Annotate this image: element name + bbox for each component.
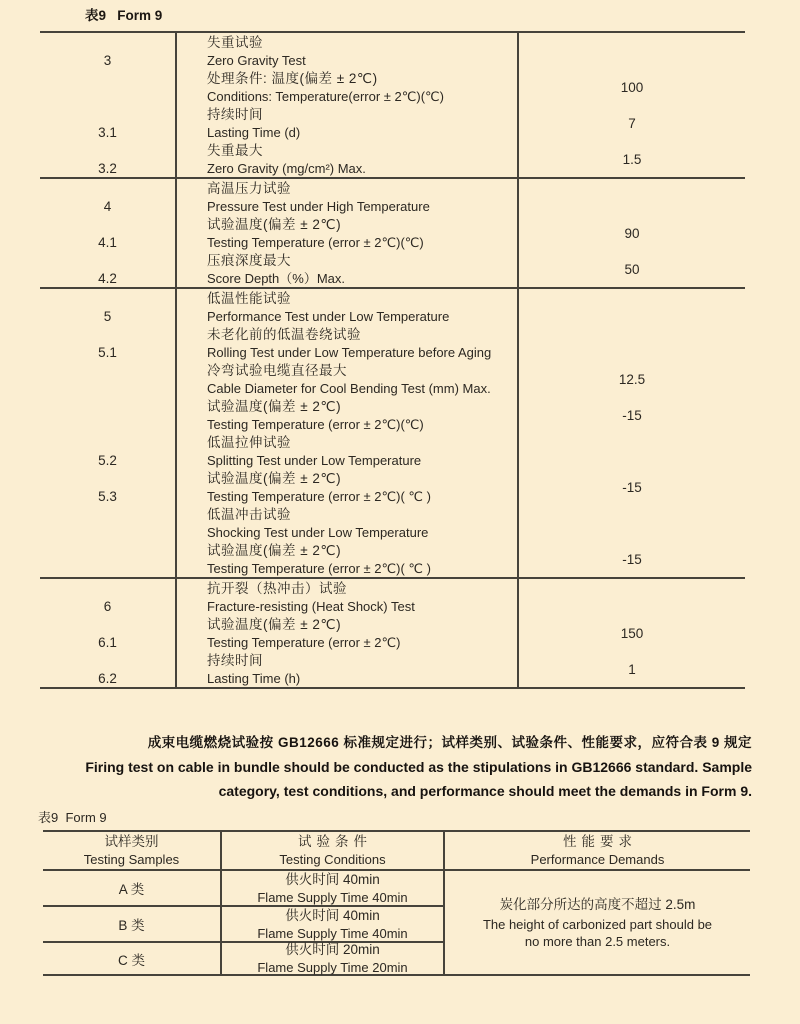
condition-zh: 供火时间 20min (285, 942, 380, 957)
spec-row (40, 433, 745, 469)
note-line-zh: 成束电缆燃烧试验按 GB12666 标准规定进行；试样类别、试验条件、性能要求，应符合表 9 规定 (147, 735, 752, 750)
description-zh: 冷弯试验电缆直径最大 (207, 362, 347, 378)
spec-row (40, 651, 745, 687)
description-en: Performance Test under Low Temperature (207, 308, 450, 324)
row-number: 6.2 (98, 671, 117, 686)
spec-row (40, 179, 745, 215)
document-page (0, 4, 800, 976)
header-testing-conditions (220, 832, 443, 869)
description-en: Testing Temperature (error ± 2℃)(℃) (207, 234, 424, 250)
sample-cell-a (43, 869, 220, 905)
spec-row (40, 251, 745, 287)
row-value (517, 579, 745, 615)
description-en: Lasting Time (h) (207, 670, 301, 686)
row-description (175, 69, 517, 105)
description-en: Fracture-resisting (Heat Shock) Test (207, 598, 415, 614)
row-number: 3.2 (98, 161, 117, 176)
description-zh: 试验温度(偏差 ± 2℃) (207, 542, 342, 558)
description-zh: 低温拉伸试验 (207, 434, 291, 450)
row-number: 3.1 (98, 125, 117, 140)
description-en: Zero Gravity (mg/cm²) Max. (207, 160, 366, 176)
row-value: 12.5 (517, 361, 745, 397)
test-spec-table (40, 31, 745, 689)
row-number: 6.1 (98, 635, 117, 650)
row-value: 7 (517, 105, 745, 141)
condition-cell-b (220, 905, 443, 941)
row-number (40, 361, 175, 397)
firing-test-table (43, 830, 750, 976)
row-description (175, 397, 517, 433)
row-number: 3 (103, 53, 112, 68)
row-value: 100 (517, 69, 745, 105)
description-zh: 试验温度(偏差 ± 2℃) (207, 398, 342, 414)
description-en: Testing Temperature (error ± 2℃)( ℃ ) (207, 560, 431, 576)
description-zh: 处理条件: 温度(偏差 ± 2℃) (207, 70, 378, 86)
description-en: Cable Diameter for Cool Bending Test (mm) Max. (207, 380, 491, 396)
table-section-4 (40, 177, 745, 287)
top-table-caption: 表9 Form 9 (85, 8, 163, 23)
header-en: Performance Demands (530, 852, 665, 867)
row-description (175, 251, 517, 287)
sample-label: C 类 (118, 952, 145, 968)
row-value: 150 (517, 615, 745, 651)
condition-zh: 供火时间 40min (285, 907, 380, 923)
spec-row (40, 325, 745, 361)
row-description (175, 105, 517, 141)
row-description (175, 33, 517, 69)
demand-zh: 炭化部分所达的高度不超过 2.5m (499, 896, 696, 912)
table-section-6 (40, 577, 745, 687)
row-description (175, 361, 517, 397)
row-description (175, 505, 517, 541)
performance-demand-cell (443, 869, 750, 974)
header-performance-demands (443, 832, 750, 869)
description-en: Shocking Test under Low Temperature (207, 524, 429, 540)
row-description (175, 651, 517, 687)
spec-row (40, 289, 745, 325)
condition-zh: 供火时间 40min (285, 871, 380, 887)
description-zh: 试验温度(偏差 ± 2℃) (207, 616, 342, 632)
row-description (175, 433, 517, 469)
description-en: Score Depth（%）Max. (207, 270, 345, 286)
sample-cell-c (43, 941, 220, 974)
row-number: 4.1 (98, 235, 117, 250)
row-number (40, 69, 175, 105)
description-en: Testing Temperature (error ± 2℃)(℃) (207, 416, 424, 432)
condition-cell-c (220, 941, 443, 974)
header-zh: 试验条件 (298, 834, 372, 849)
description-en: Pressure Test under High Temperature (207, 198, 430, 214)
header-testing-samples (43, 832, 220, 869)
row-value: -15 (517, 469, 745, 505)
sample-label: B 类 (118, 918, 145, 933)
row-value (517, 325, 745, 361)
sample-cell-b (43, 905, 220, 941)
row-number: 5.3 (98, 489, 117, 504)
demand-en2: no more than 2.5 meters. (524, 933, 671, 949)
description-en: Splitting Test under Low Temperature (207, 452, 422, 468)
row-description (175, 289, 517, 325)
row-value: 50 (517, 251, 745, 287)
spec-row (40, 361, 745, 397)
row-value: 1.5 (517, 141, 745, 177)
row-value: -15 (517, 541, 745, 577)
description-zh: 持续时间 (207, 652, 263, 668)
condition-en: Flame Supply Time 40min (257, 925, 408, 941)
condition-en: Flame Supply Time 40min (257, 889, 408, 905)
condition-cell-a (220, 869, 443, 905)
spec-row (40, 105, 745, 141)
spec-row (40, 69, 745, 105)
row-value (517, 33, 745, 69)
row-description (175, 179, 517, 215)
row-value (517, 505, 745, 541)
description-en: Testing Temperature (error ± 2℃) (207, 634, 401, 650)
row-description (175, 325, 517, 361)
note-line-en1: Firing test on cable in bundle should be conducted as the stipulations in GB12666 standard. Sample (85, 759, 752, 775)
description-zh: 未老化前的低温卷绕试验 (207, 326, 361, 342)
firing-test-note (40, 731, 752, 803)
row-number (40, 397, 175, 433)
row-number: 4.2 (98, 271, 117, 286)
description-en: Zero Gravity Test (207, 52, 306, 68)
description-en: Rolling Test under Low Temperature before Aging (207, 344, 492, 360)
row-number (40, 505, 175, 541)
bottom-table-caption: 表9 Form 9 (38, 810, 107, 825)
description-en: Lasting Time (d) (207, 124, 301, 140)
spec-row (40, 615, 745, 651)
row-value (517, 179, 745, 215)
row-number: 4 (103, 199, 112, 214)
row-number (40, 541, 175, 577)
description-zh: 低温性能试验 (207, 290, 291, 306)
row-number: 5.1 (98, 345, 117, 360)
description-zh: 抗开裂（热冲击）试验 (207, 580, 347, 596)
row-value: -15 (517, 397, 745, 433)
row-number: 5 (103, 309, 112, 324)
condition-en: Flame Supply Time 20min (257, 960, 408, 975)
spec-row (40, 541, 745, 577)
table-section-3 (40, 33, 745, 177)
spec-row (40, 33, 745, 69)
header-en: Testing Conditions (279, 852, 386, 867)
header-zh: 试样类别 (104, 834, 159, 849)
sample-label: A 类 (118, 882, 145, 897)
description-zh: 试验温度(偏差 ± 2℃) (207, 470, 342, 486)
description-en: Testing Temperature (error ± 2℃)( ℃ ) (207, 488, 431, 504)
description-zh: 失重试验 (207, 34, 263, 50)
row-description (175, 579, 517, 615)
row-value (517, 433, 745, 469)
demand-en1: The height of carbonized part should be (482, 916, 713, 932)
header-en: Testing Samples (83, 852, 180, 867)
row-description (175, 615, 517, 651)
description-zh: 低温冲击试验 (207, 506, 291, 522)
note-line-en2: category, test conditions, and performance should meet the demands in Form 9. (218, 783, 752, 799)
spec-row (40, 215, 745, 251)
row-number: 6 (103, 599, 112, 614)
row-value: 90 (517, 215, 745, 251)
spec-row (40, 469, 745, 505)
spec-row (40, 397, 745, 433)
row-description (175, 141, 517, 177)
spec-row (40, 505, 745, 541)
description-zh: 试验温度(偏差 ± 2℃) (207, 216, 342, 232)
spec-row (40, 141, 745, 177)
header-zh: 性能要求 (563, 834, 637, 849)
description-zh: 高温压力试验 (207, 180, 291, 196)
spec-row (40, 579, 745, 615)
description-zh: 持续时间 (207, 106, 263, 122)
table-section-5 (40, 287, 745, 577)
row-description (175, 541, 517, 577)
description-zh: 压痕深度最大 (207, 252, 291, 268)
row-number: 5.2 (98, 453, 117, 468)
row-value: 1 (517, 651, 745, 687)
row-value (517, 289, 745, 325)
description-en: Conditions: Temperature(error ± 2℃)(℃) (207, 88, 444, 104)
description-zh: 失重最大 (207, 142, 263, 158)
row-description (175, 215, 517, 251)
row-description (175, 469, 517, 505)
